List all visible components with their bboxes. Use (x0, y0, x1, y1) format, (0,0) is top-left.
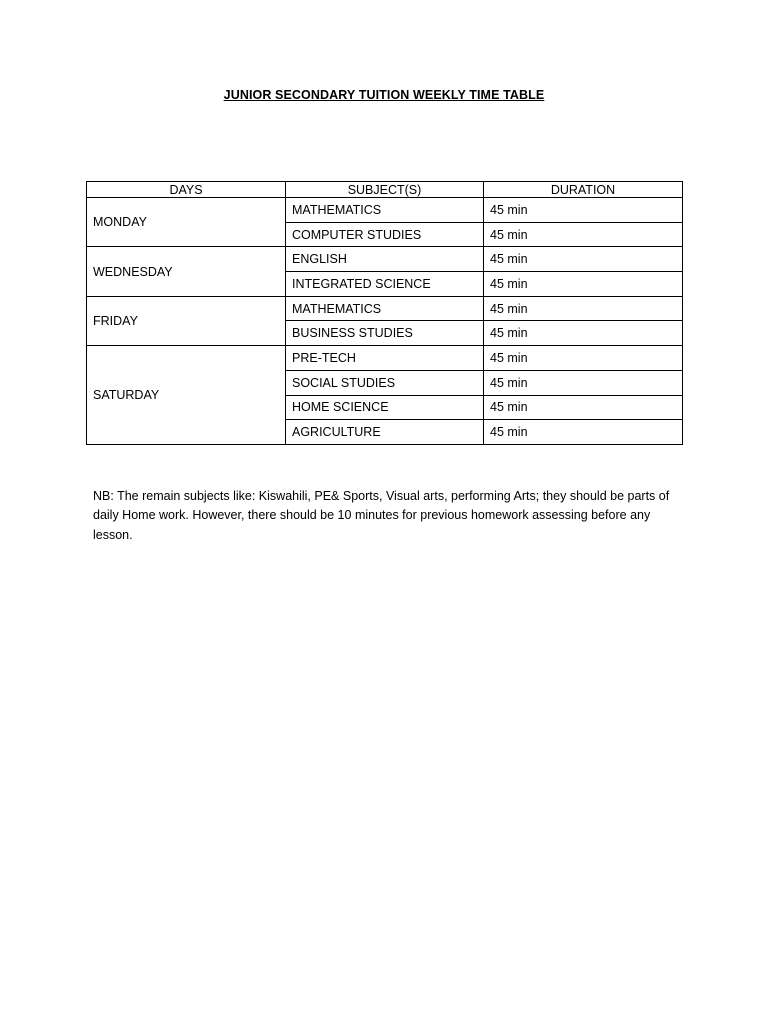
table-row (87, 198, 683, 223)
duration-cell: 45 min (484, 272, 683, 297)
subject-cell: MATHEMATICS (286, 198, 484, 223)
header-days: DAYS (87, 182, 286, 198)
subject-cell: COMPUTER STUDIES (286, 222, 484, 247)
subject-cell: MATHEMATICS (286, 296, 484, 321)
duration-cell: 45 min (484, 198, 683, 223)
subject-cell: PRE-TECH (286, 346, 484, 371)
subject-cell: BUSINESS STUDIES (286, 321, 484, 346)
duration-cell: 45 min (484, 370, 683, 395)
duration-cell: 45 min (484, 395, 683, 420)
day-cell-friday: FRIDAY (87, 296, 286, 345)
table-row (87, 296, 683, 321)
day-cell-saturday: SATURDAY (87, 346, 286, 445)
duration-cell: 45 min (484, 346, 683, 371)
day-cell-monday: MONDAY (87, 198, 286, 247)
table-header-row (87, 182, 683, 198)
table-row (87, 247, 683, 272)
duration-cell: 45 min (484, 321, 683, 346)
subject-cell: AGRICULTURE (286, 420, 484, 445)
subject-cell: SOCIAL STUDIES (286, 370, 484, 395)
duration-cell: 45 min (484, 222, 683, 247)
duration-cell: 45 min (484, 247, 683, 272)
timetable (86, 181, 683, 445)
header-duration: DURATION (484, 182, 683, 198)
page-title: JUNIOR SECONDARY TUITION WEEKLY TIME TABLE (223, 88, 545, 102)
table-row (87, 346, 683, 371)
note-paragraph: NB: The remain subjects like: Kiswahili, PE& Sports, Visual arts, performing Arts; they should be parts of daily Home work. However, there should be 10 minutes for previous homework assessing before any lesson. (93, 488, 670, 542)
subject-cell: ENGLISH (286, 247, 484, 272)
subject-cell: INTEGRATED SCIENCE (286, 272, 484, 297)
day-cell-wednesday: WEDNESDAY (87, 247, 286, 296)
header-subjects: SUBJECT(S) (286, 182, 484, 198)
duration-cell: 45 min (484, 296, 683, 321)
duration-cell: 45 min (484, 420, 683, 445)
subject-cell: HOME SCIENCE (286, 395, 484, 420)
